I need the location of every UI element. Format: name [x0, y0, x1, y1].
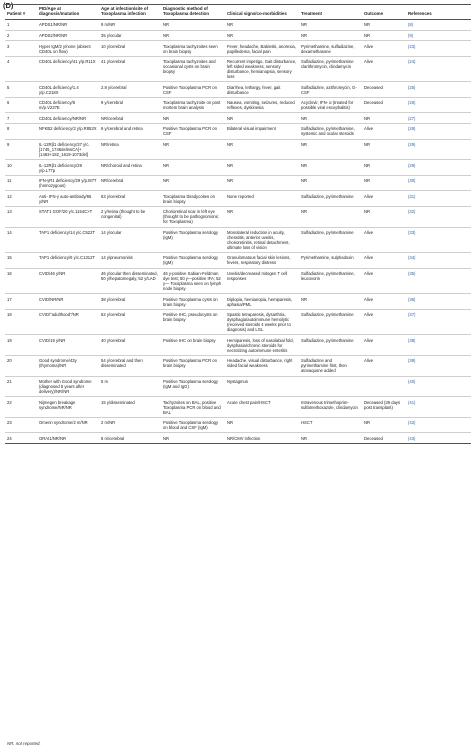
cell-diagnostic-method: NR: [161, 113, 225, 124]
header-treatment: Treatment: [299, 5, 362, 20]
cell-age-infection: 9 m/NR: [99, 20, 161, 31]
cell-age-infection: 10 y/cerebral: [99, 41, 161, 57]
table-row: [5, 41, 471, 57]
cell-age-infection: 2.8 y/cerebral: [99, 82, 161, 98]
cell-clinical-signs: NR: [225, 417, 299, 433]
cell-outcome: NR: [362, 160, 406, 176]
cell-pid: Hyper IgM/2 y/none (absent CD40L on flow): [37, 41, 99, 57]
table-row: [5, 253, 471, 269]
cell-reference: (26): [406, 97, 471, 113]
cell-diagnostic-method: Toxoplasma tachyzoites and occasional cysts on brain biopsy: [161, 56, 225, 82]
cell-outcome: Alive: [362, 355, 406, 376]
cell-treatment: NR: [299, 160, 362, 176]
header-patient: Patient #: [5, 5, 37, 20]
cell-patient: 8: [5, 124, 37, 140]
cell-patient: 12: [5, 191, 37, 207]
cell-pid: CD40L deficiency/41 y/p.R11X: [37, 56, 99, 82]
cell-outcome: NR: [362, 139, 406, 160]
cell-reference: (27): [406, 113, 471, 124]
cell-patient: 11: [5, 175, 37, 191]
cell-diagnostic-method: NR: [161, 30, 225, 41]
cell-pid: CD40L deficiency/NR/NR: [37, 113, 99, 124]
table-row: [5, 309, 471, 335]
table-header-row: [5, 5, 471, 20]
table-row: [5, 113, 471, 124]
cell-patient: 13: [5, 206, 37, 227]
cell-pid: CVID/19 y/NR: [37, 335, 99, 356]
cell-patient: 6: [5, 97, 37, 113]
cell-patient: 7: [5, 113, 37, 124]
cell-treatment: Sulfadiazine, pyrimethamine, systemic and ocular steroids: [299, 124, 362, 140]
table-row: [5, 97, 471, 113]
cell-pid: Nijmegen breakage syndrome/NR/NR: [37, 397, 99, 418]
cell-pid: STAT1 GOF/20 y/c.1154C>T: [37, 206, 99, 227]
cell-pid: IFN-γR1 deficiency/29 y/p.I87T (homozygous): [37, 175, 99, 191]
table-row: [5, 397, 471, 418]
cell-treatment: Pyrimethamine, sulphadoxin: [299, 253, 362, 269]
cell-outcome: NR: [362, 206, 406, 227]
cell-diagnostic-method: Positive Toxoplasma serology (IgM and IgG): [161, 376, 225, 397]
cell-age-infection: NR/cerebral: [99, 113, 161, 124]
table-row: [5, 433, 471, 444]
cell-pid: APDS1/NR/NR: [37, 20, 99, 31]
cell-treatment: Intravenous trimethoprim-sulfamethoxazole, clindamycin: [299, 397, 362, 418]
cell-clinical-signs: Diarrhea, lethargy, fever, gait disturbance: [225, 82, 299, 98]
cell-reference: (39): [406, 355, 471, 376]
cell-treatment: NR: [299, 139, 362, 160]
cell-treatment: HSCT: [299, 417, 362, 433]
cell-patient: 14: [5, 227, 37, 253]
cell-pid: TAP1 deficiency/6 y/c.C1312T: [37, 253, 99, 269]
table-footnote: NR, not reported.: [7, 741, 41, 746]
cell-age-infection: 52 y/cerebral: [99, 309, 161, 335]
cell-diagnostic-method: Chorioretinal scar in left eye (thought to be pathognomonic for Toxoplasma): [161, 206, 225, 227]
cell-age-infection: 2 y/retina (thought to be congenital): [99, 206, 161, 227]
table-row: [5, 206, 471, 227]
cell-patient: 3: [5, 41, 37, 57]
table-row: [5, 268, 471, 294]
cell-patient: 2: [5, 30, 37, 41]
cell-pid: NFKB2 deficiency/2 y/p.R853X: [37, 124, 99, 140]
cell-reference: (38): [406, 335, 471, 356]
cell-patient: 19: [5, 335, 37, 356]
cell-outcome: Alive: [362, 268, 406, 294]
cell-pid: Anti- IFN-γ auto-antibody/65 y/NR: [37, 191, 99, 207]
cell-outcome: Alive: [362, 253, 406, 269]
cell-clinical-signs: Fever, headache, Babinski, anorexia, papilledema, facial pain: [225, 41, 299, 57]
cell-pid: CVID/NR/NR: [37, 294, 99, 310]
cell-age-infection: 6 y/cerebral and retina: [99, 124, 161, 140]
cell-reference: (34): [406, 253, 471, 269]
cell-clinical-signs: NR: [225, 30, 299, 41]
cell-reference: (25): [406, 82, 471, 98]
cell-pid: CD40L deficiency/5 m/p.V237E: [37, 97, 99, 113]
cell-clinical-signs: Acute chest pain/HSCT: [225, 397, 299, 418]
cell-treatment: Acyclovir, IFN- α (treated for possible viral encephalitis): [299, 97, 362, 113]
table-row: [5, 191, 471, 207]
cell-pid: APDS2/NR/NR: [37, 30, 99, 41]
cell-age-infection: 14 y/ocular: [99, 227, 161, 253]
cell-reference: (42): [406, 417, 471, 433]
cell-pid: IL-12Rβ1 deficiency/37 y/c.[1745_1746delinsCA]+[1483+182_1619-1073del]: [37, 139, 99, 160]
cell-outcome: Alive: [362, 294, 406, 310]
table-row: [5, 30, 471, 41]
cell-clinical-signs: None reported: [225, 191, 299, 207]
cell-pid: IL-12Rβ1 deficiency/29 y/p.L77p: [37, 160, 99, 176]
cell-patient: 24: [5, 433, 37, 444]
cell-age-infection: 9 y/cerebral: [99, 97, 161, 113]
cell-treatment: Sulfadiazine, pyrimethamine, leucovorin: [299, 268, 362, 294]
cell-outcome: NR: [362, 417, 406, 433]
cell-treatment: Sulfadiazine, pyrimethamine clarithromycin, clindamycin: [299, 56, 362, 82]
cell-reference: (33): [406, 227, 471, 253]
cell-outcome: Alive: [362, 124, 406, 140]
cell-reference: (40): [406, 376, 471, 397]
cell-age-infection: 54 y/cerebral and then disseminated: [99, 355, 161, 376]
cell-diagnostic-method: Positive Toxoplasma PCR on CSF: [161, 82, 225, 98]
cell-clinical-signs: Nausea, vomiting, seizures, reduced reflexes, dyskinesia: [225, 97, 299, 113]
cell-treatment: Pyrimethamine, sulfadiazine, dexamethasone: [299, 41, 362, 57]
header-references: References: [406, 5, 471, 20]
cell-diagnostic-method: Toxoplasma tachyzoite on post mortem brain analysis: [161, 97, 225, 113]
cell-age-infection: 40 y/cerebral: [99, 335, 161, 356]
cell-diagnostic-method: Tachyzoites on BAL, positive Toxoplasma PCR on blood and BAL: [161, 397, 225, 418]
cell-treatment: Sulfadiazine, pyrimethamine: [299, 227, 362, 253]
cell-reference: (30): [406, 175, 471, 191]
table-row: [5, 175, 471, 191]
table-row: [5, 227, 471, 253]
cell-diagnostic-method: 46 y-positive Sabian-Feldman dye test; 50 y—positive IFA; 52 y— Toxoplasma seen on lymph node biopsy: [161, 268, 225, 294]
cell-reference: (8): [406, 20, 471, 31]
cell-reference: (9): [406, 30, 471, 41]
cell-treatment: NR: [299, 30, 362, 41]
cell-clinical-signs: Bilateral visual impairment: [225, 124, 299, 140]
table-row: [5, 124, 471, 140]
cell-reference: (35): [406, 268, 471, 294]
cell-age-infection: NR/cerebral: [99, 175, 161, 191]
cell-patient: 18: [5, 309, 37, 335]
table-body: [5, 20, 471, 444]
cell-treatment: Sulfadiazine, pyrimethamine: [299, 191, 362, 207]
cell-diagnostic-method: Positive Toxoplasma serology (IgM): [161, 253, 225, 269]
cell-age-infection: 8 m/cerebral: [99, 433, 161, 444]
cell-reference: (43): [406, 433, 471, 444]
cell-treatment: NR: [299, 433, 362, 444]
cell-pid: CD40L deficiency/1.4 y/p.C218X: [37, 82, 99, 98]
cell-outcome: Alive: [362, 56, 406, 82]
cell-patient: 5: [5, 82, 37, 98]
cell-outcome: Deceased: [362, 433, 406, 444]
cell-age-infection: 38 y/cerebral: [99, 294, 161, 310]
cell-outcome: NR: [362, 113, 406, 124]
cell-pid: CVID/46 y/NR: [37, 268, 99, 294]
cell-patient: 4: [5, 56, 37, 82]
cell-patient: 22: [5, 397, 37, 418]
cell-patient: 1: [5, 20, 37, 31]
cell-outcome: Alive: [362, 335, 406, 356]
cell-outcome: NR: [362, 30, 406, 41]
cell-diagnostic-method: NR: [161, 139, 225, 160]
cell-outcome: NR: [362, 175, 406, 191]
cell-treatment: NR: [299, 20, 362, 31]
cell-diagnostic-method: NR: [161, 175, 225, 191]
cell-age-infection: NR/choroid and retina: [99, 160, 161, 176]
table-row: [5, 417, 471, 433]
patient-table: [5, 4, 471, 444]
cell-treatment: [299, 376, 362, 397]
cell-treatment: NR: [299, 294, 362, 310]
cell-pid: Mother with Good syndrome (diagnosed 5 years after delivery)/NR/NR: [37, 376, 99, 397]
cell-pid: ORAI1/NR/NR: [37, 433, 99, 444]
cell-age-infection: 63 y/cerebral: [99, 191, 161, 207]
table-row: [5, 376, 471, 397]
cell-clinical-signs: NR/CMV infection: [225, 433, 299, 444]
cell-outcome: Deceased (39 days post transplant): [362, 397, 406, 418]
cell-diagnostic-method: Positive IHC on brain biopsy: [161, 335, 225, 356]
header-diagnostic-method: Diagnostic method of Toxoplasma detection: [161, 5, 225, 20]
table-row: [5, 82, 471, 98]
cell-reference: (31): [406, 191, 471, 207]
header-age-infection: Age at infection/site of Toxoplasma infection: [99, 5, 161, 20]
cell-treatment: Sulfadiazine and pyrimethamine first, then atovaquone added: [299, 355, 362, 376]
cell-outcome: [362, 376, 406, 397]
cell-clinical-signs: Diplopia, hemianopia, hemiparesis, aphasia/PML: [225, 294, 299, 310]
cell-reference: (29): [406, 160, 471, 176]
cell-outcome: Deceased: [362, 82, 406, 98]
cell-outcome: Alive: [362, 41, 406, 57]
cell-outcome: Alive: [362, 227, 406, 253]
cell-patient: 17: [5, 294, 37, 310]
cell-pid: CVID/"adulthood"/NR: [37, 309, 99, 335]
cell-pid: TAP1 deficiency/14 y/c.C522T: [37, 227, 99, 253]
cell-clinical-signs: NR: [225, 206, 299, 227]
cell-diagnostic-method: Positive Toxoplasma PCR on brain biopsy: [161, 355, 225, 376]
cell-patient: 15: [5, 253, 37, 269]
cell-outcome: Alive: [362, 309, 406, 335]
cell-diagnostic-method: Positive Toxoplasma serology (IgM): [161, 227, 225, 253]
table-row: [5, 355, 471, 376]
cell-diagnostic-method: Toxoplasma tbradycoites on brain biopsy: [161, 191, 225, 207]
cell-diagnostic-method: Toxoplasma tachyzoites seen on brain biopsy: [161, 41, 225, 57]
panel-label: (D): [3, 1, 14, 10]
cell-clinical-signs: NR: [225, 113, 299, 124]
table-row: [5, 160, 471, 176]
cell-patient: 9: [5, 139, 37, 160]
cell-pid: Omenn syndrome/2 m/NR: [37, 417, 99, 433]
cell-clinical-signs: Recurrent impetigo, Gait disturbance, left sided weakness, sensory disturbance, hemianopsia, sensory loss: [225, 56, 299, 82]
cell-age-infection: 2 m/NR: [99, 417, 161, 433]
table-row: [5, 294, 471, 310]
cell-reference: (23): [406, 41, 471, 57]
cell-diagnostic-method: Positive Toxoplasma PCR on CSF: [161, 124, 225, 140]
table-row: [5, 56, 471, 82]
cell-reference: (24): [406, 56, 471, 82]
header-pid: PID/Age at diagnosis/mutation: [37, 5, 99, 20]
cell-reference: (29): [406, 139, 471, 160]
cell-diagnostic-method: NR: [161, 20, 225, 31]
cell-patient: 20: [5, 355, 37, 376]
cell-clinical-signs: Uveitis/decreased mitogen T cell responses: [225, 268, 299, 294]
cell-pid: Good syndrome/43y (thymoma)/NR: [37, 355, 99, 376]
cell-treatment: Sulfadiazine, azithromycin, G-CSF: [299, 82, 362, 98]
cell-patient: 16: [5, 268, 37, 294]
cell-age-infection: 14 y/pneumonitis: [99, 253, 161, 269]
cell-clinical-signs: Headache, visual disturbance, right sided facial weakness: [225, 355, 299, 376]
cell-treatment: Sulfadiazine, pyrimethamine: [299, 335, 362, 356]
table-row: [5, 20, 471, 31]
cell-clinical-signs: NR: [225, 175, 299, 191]
cell-patient: 23: [5, 417, 37, 433]
cell-diagnostic-method: NR: [161, 433, 225, 444]
cell-age-infection: 46 y/ocular then disseminated, 50 y/hepatomegaly, 52 y/LAD: [99, 268, 161, 294]
cell-clinical-signs: Spastic tetraparesis, dysarthria, dysphagia/autoimmune hemolytic (received steroids 4 weeks prior to diagnosis) and LGL: [225, 309, 299, 335]
cell-diagnostic-method: NR: [161, 160, 225, 176]
cell-clinical-signs: Monolateral reduction in acuity, cheratitis, anterior uveitis, chorioretinitis, retinal detachment, ultimate loss of vision: [225, 227, 299, 253]
cell-clinical-signs: NR: [225, 160, 299, 176]
cell-diagnostic-method: Positive Toxoplasma cysts on brain biopsy: [161, 294, 225, 310]
cell-clinical-signs: Nystagmus: [225, 376, 299, 397]
cell-diagnostic-method: Positive IHC, pseudocysts on brain biopsy: [161, 309, 225, 335]
header-clinical-signs: Clinical signs/co-morbidities: [225, 5, 299, 20]
cell-age-infection: 41 y/cerebral: [99, 56, 161, 82]
cell-reference: (41): [406, 397, 471, 418]
cell-outcome: Alive: [362, 191, 406, 207]
cell-clinical-signs: NR: [225, 20, 299, 31]
cell-diagnostic-method: Positive Toxoplasma serology on blood and CSF (IgM): [161, 417, 225, 433]
cell-treatment: Sulfadiazine, pyrimethamine: [299, 309, 362, 335]
cell-reference: (36): [406, 294, 471, 310]
cell-treatment: NR: [299, 175, 362, 191]
header-outcome: Outcome: [362, 5, 406, 20]
cell-clinical-signs: Granulomatous facial skin lesions, fevers, respiratory distress: [225, 253, 299, 269]
cell-reference: (28): [406, 124, 471, 140]
cell-patient: 10: [5, 160, 37, 176]
cell-treatment: NR: [299, 113, 362, 124]
cell-treatment: NR: [299, 206, 362, 227]
cell-clinical-signs: NR: [225, 139, 299, 160]
table-row: [5, 335, 471, 356]
cell-reference: (32): [406, 206, 471, 227]
cell-age-infection: 5 m: [99, 376, 161, 397]
cell-patient: 21: [5, 376, 37, 397]
cell-reference: (37): [406, 309, 471, 335]
table-row: [5, 139, 471, 160]
cell-outcome: Deceased: [362, 97, 406, 113]
cell-outcome: NR: [362, 20, 406, 31]
cell-age-infection: 35 y/ocular: [99, 30, 161, 41]
cell-clinical-signs: Hemiparesis, loss of nasolabial fold, dysphasia/chronic steroids for necrotizing autoimmune enteritis: [225, 335, 299, 356]
cell-age-infection: 15 y/disseminated: [99, 397, 161, 418]
cell-age-infection: NR/retina: [99, 139, 161, 160]
